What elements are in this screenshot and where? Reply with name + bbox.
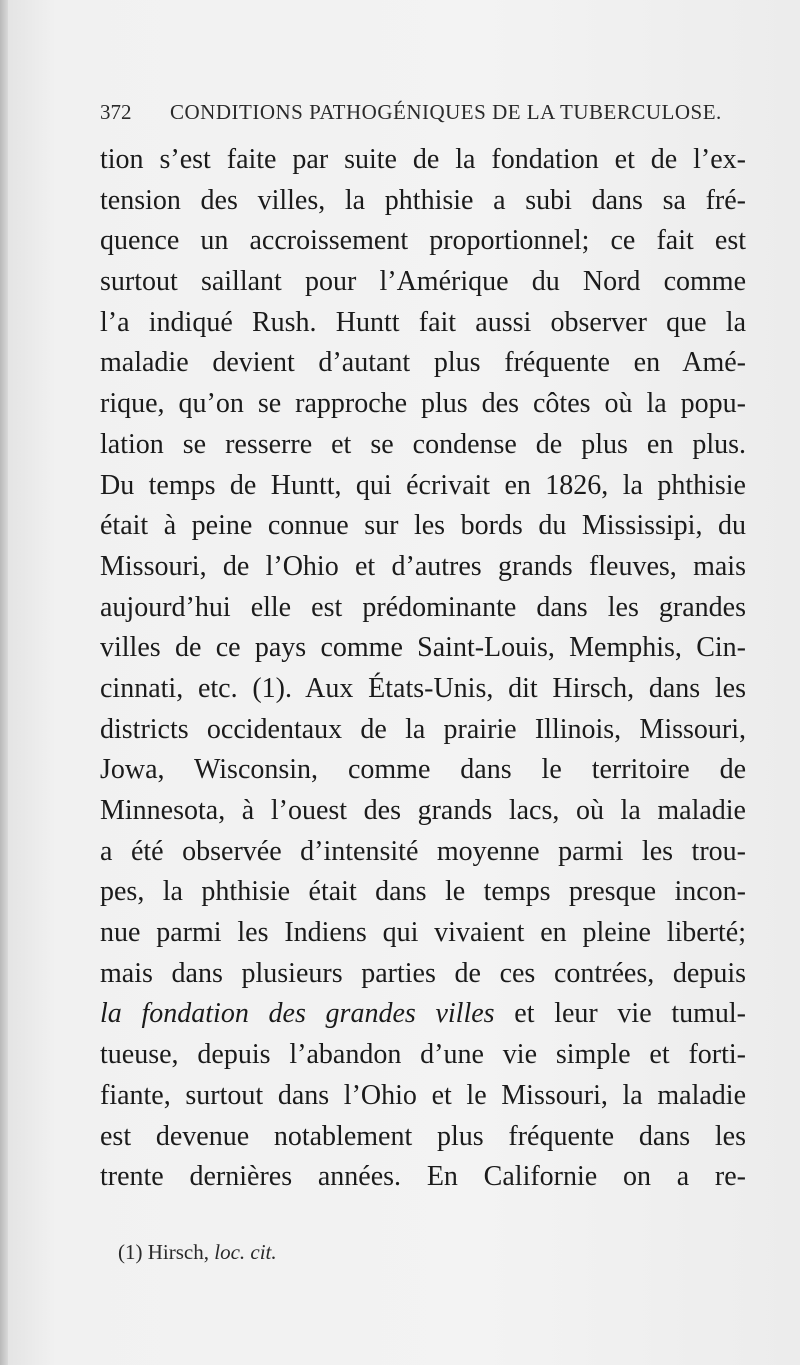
text-line: aujourd’hui elle est prédominante dans les grandes <box>100 591 746 623</box>
footnote <box>118 1240 678 1265</box>
text-line: Minnesota, à l’ouest des grands lacs, où la maladie <box>100 795 746 826</box>
footnote-marker: (1) Hirsch, <box>118 1240 215 1264</box>
line-remainder: et leur vie tumul- <box>494 998 746 1030</box>
body-text <box>100 140 746 1198</box>
italic-phrase: la fondation des grandes villes <box>100 998 495 1030</box>
page-gutter-shadow <box>0 0 8 1365</box>
text-line: tion s’est faite par suite de la fondation et de l’ex- <box>100 144 746 175</box>
text-line: pes, la phthisie était dans le temps presque incon- <box>100 876 746 908</box>
text-line: l’a indiqué Rush. Huntt fait aussi observer que la <box>100 306 746 338</box>
text-line: rique, qu’on se rapproche plus des côtes où la popu- <box>100 388 746 420</box>
text-line: villes de ce pays comme Saint-Louis, Memphis, Cin- <box>100 632 746 664</box>
text-line: lation se resserre et se condense de plus en plus. <box>100 428 746 460</box>
text-line: tension des villes, la phthisie a subi dans sa fré- <box>100 184 746 216</box>
text-line: Jowa, Wisconsin, comme dans le territoire de <box>100 754 746 786</box>
running-head-title: CONDITIONS PATHOGÉNIQUES DE LA TUBERCULOSE. <box>170 100 722 124</box>
text-line: cinnati, etc. (1). Aux États-Unis, dit Hirsch, dans les <box>100 672 746 704</box>
text-line: est devenue notablement plus fréquente dans les <box>100 1120 746 1152</box>
text-line: était à peine connue sur les bords du Mississipi, du <box>100 510 746 542</box>
footnote-citation: loc. cit. <box>214 1240 277 1264</box>
text-line: mais dans plusieurs parties de ces contrées, depuis <box>100 957 746 989</box>
text-line: districts occidentaux de la prairie Illinois, Missouri, <box>100 713 746 745</box>
text-line-italic <box>100 994 746 1035</box>
text-line: nue parmi les Indiens qui vivaient en pleine liberté; <box>100 917 746 949</box>
text-line: trente dernières années. En Californie on a re- <box>100 1161 746 1193</box>
text-line: quence un accroissement proportionnel; ce fait est <box>100 225 746 257</box>
text-line: a été observée d’intensité moyenne parmi les trou- <box>100 835 746 867</box>
text-line: tueuse, depuis l’abandon d’une vie simple et forti- <box>100 1039 746 1071</box>
text-line: Du temps de Huntt, qui écrivait en 1826, la phthisie <box>100 469 746 501</box>
page-number: 372 <box>100 100 132 124</box>
running-head <box>100 100 740 134</box>
text-line: surtout saillant pour l’Amérique du Nord comme <box>100 266 746 298</box>
text-line: Missouri, de l’Ohio et d’autres grands fleuves, mais <box>100 550 746 582</box>
text-line: maladie devient d’autant plus fréquente en Amé- <box>100 347 746 379</box>
text-line: fiante, surtout dans l’Ohio et le Missouri, la maladie <box>100 1079 746 1111</box>
